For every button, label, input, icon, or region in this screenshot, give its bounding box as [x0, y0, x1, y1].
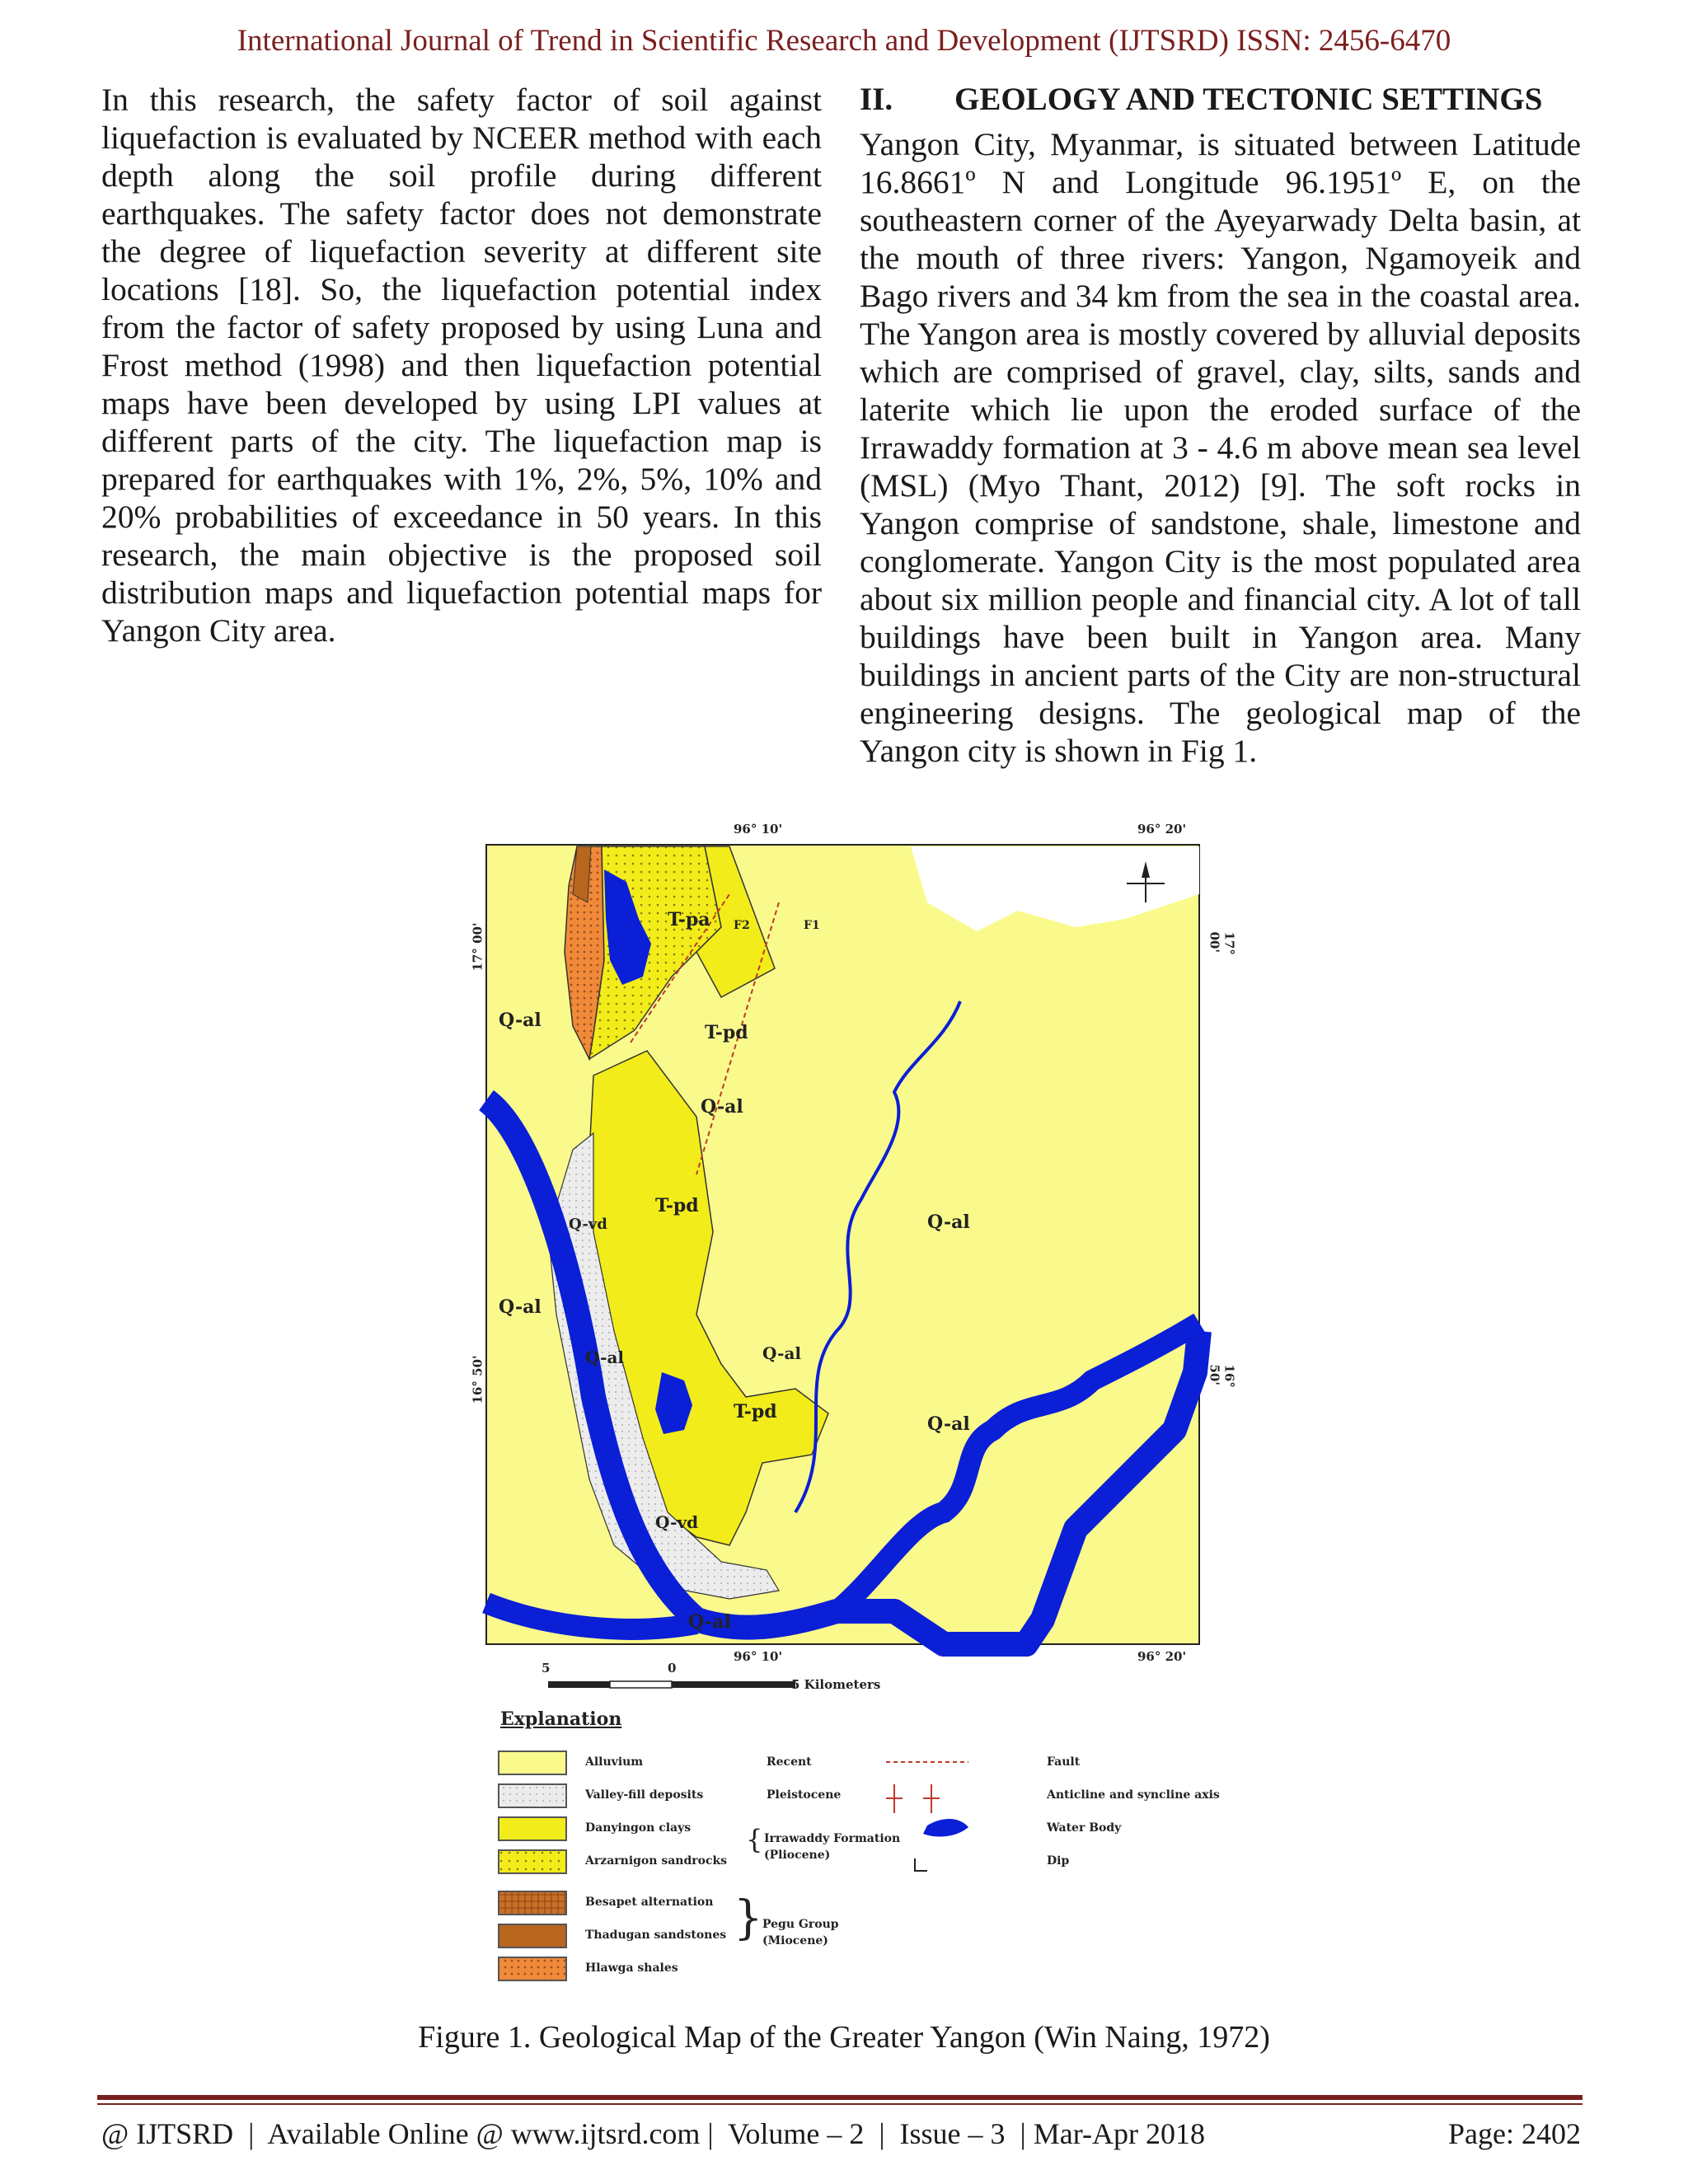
section-heading: [860, 81, 1581, 119]
legend-valley-fill: Valley-fill deposits: [585, 1788, 704, 1802]
legend-alluvium: Alluvium: [585, 1755, 644, 1769]
legend-anticline: Anticline and syncline axis: [1047, 1788, 1220, 1802]
legend-pegu: Pegu Group: [762, 1918, 839, 1931]
label-f1: F1: [804, 919, 820, 932]
brace-irrawaddy-icon: {: [746, 1824, 763, 1855]
section-number: II.: [860, 82, 893, 117]
legend-arzarnigon: Arzarnigon sandrocks: [585, 1854, 728, 1868]
figure-caption: Figure 1. Geological Map of the Greater Yangon (Win Naing, 1972): [418, 2020, 1270, 2055]
legend-pleistocene: Pleistocene: [767, 1788, 842, 1802]
lat-upper-left: 17° 00': [470, 922, 485, 972]
label-t-pa: T-pa: [668, 909, 710, 930]
section-paragraph: Yangon City, Myanmar, is situated between Latitude 16.8661º N and Longitude 96.1951º E, on the southeastern corner of the Ayeyarwady Delta basin, at the mouth of three rivers: Yangon, Ngamoyeik and Bago rivers and 34 km from the sea in the coastal area. The Yangon area is mostly covered by alluvial deposits which are comprised of gravel, clay, silts, sands and laterite which lie upon the eroded surface of the Irrawaddy formation at 3 - 4.6 m above mean sea level (MSL) (Myo Thant, 2012) [9]. The soft rocks in Yangon comprise of sandstone, shale, limestone and conglomerate. Yangon City is the most populated area about six million people and financial city. A lot of tall buildings have been built in Yangon area. Many buildings in ancient parts of the City are non-structural engineering designs. The geological map of the Yangon city is shown in Fig 1.: [860, 126, 1581, 769]
map-graphic: [449, 804, 1245, 1999]
label-q-al-7: Q-al: [927, 1413, 970, 1435]
label-t-pd-2: T-pd: [655, 1195, 699, 1216]
scale-mid: 0: [668, 1661, 677, 1675]
legend-irrawaddy: Irrawaddy Formation: [764, 1832, 901, 1845]
legend-pliocene: (Pliocene): [764, 1849, 831, 1862]
label-q-al-5: Q-al: [585, 1347, 625, 1367]
label-q-al-3: Q-al: [927, 1212, 970, 1233]
intro-paragraph: In this research, the safety factor of soil against liquefaction is evaluated by NCEER method with each depth along the soil profile during different earthquakes. The safety factor does not demonstrate the degree of liquefaction severity at different site locations [18]. So, the liquefaction potential index from the factor of safety proposed by using Luna and Frost method (1998) and then liquefaction potential maps have been developed by using LPI values at different parts of the city. The liquefaction map is prepared for earthquakes with 1%, 2%, 5%, 10% and 20% probabilities of exceedance in 50 years. In this research, the main objective is the proposed soil distribution maps and liquefaction potential maps for Yangon City area.: [101, 82, 822, 649]
legend-recent: Recent: [767, 1755, 812, 1769]
legend-title: Explanation: [500, 1708, 622, 1730]
journal-header: International Journal of Trend in Scientific Research and Development (IJTSRD) ISSN: 2456-6470: [237, 24, 1451, 58]
page-number: Page: 2402: [1448, 2117, 1581, 2150]
label-q-al-2: Q-al: [701, 1096, 743, 1118]
legend-fault: Fault: [1047, 1755, 1081, 1769]
label-q-vd-2: Q-vd: [655, 1512, 699, 1532]
footer-rule-thin: [97, 2103, 1582, 2105]
label-q-vd-1: Q-vd: [569, 1216, 607, 1233]
lon-top-right: 96° 20': [1137, 822, 1187, 837]
left-column: [101, 81, 822, 649]
lat-lower-right: 16° 50': [1207, 1364, 1237, 1388]
legend-besapet: Besapet alternation: [585, 1896, 714, 1909]
scale-right: 5 Kilometers: [791, 1677, 881, 1692]
label-t-pd-3: T-pd: [734, 1401, 777, 1422]
label-q-al-1: Q-al: [499, 1010, 542, 1031]
lon-bottom-right: 96° 20': [1137, 1649, 1187, 1664]
legend-danyingon: Danyingon clays: [585, 1821, 692, 1835]
footer-info: @ IJTSRD | Available Online @ www.ijtsrd.com | Volume – 2 | Issue – 3 | Mar-Apr 2018: [101, 2117, 1205, 2150]
right-column: [860, 81, 1581, 770]
footer-rule: [97, 2095, 1582, 2100]
legend-swatches: [499, 1751, 968, 1980]
lat-upper-right: 17° 00': [1207, 931, 1237, 955]
page-footer: [101, 2116, 1581, 2151]
legend-miocene: (Miocene): [762, 1934, 828, 1947]
legend-water: Water Body: [1047, 1821, 1122, 1835]
scale-bar: [548, 1681, 795, 1688]
legend-dip: Dip: [1047, 1854, 1070, 1868]
lat-lower-left: 16° 50': [470, 1355, 485, 1404]
geological-map-figure: [449, 804, 1245, 1999]
label-t-pd-1: T-pd: [705, 1022, 748, 1043]
section-title: GEOLOGY AND TECTONIC SETTINGS: [954, 82, 1543, 117]
lon-top-left: 96° 10': [734, 822, 783, 837]
label-q-al-8: Q-al: [688, 1611, 731, 1633]
label-q-al-4: Q-al: [499, 1296, 542, 1318]
label-q-al-6: Q-al: [762, 1343, 802, 1363]
legend-hlawga: Hlawga shales: [585, 1961, 678, 1975]
lon-bottom-left: 96° 10': [734, 1649, 783, 1664]
legend-thadugan: Thadugan sandstones: [585, 1929, 727, 1942]
label-f2: F2: [734, 919, 750, 932]
scale-left: 5: [542, 1661, 551, 1675]
brace-pegu-icon: }: [734, 1891, 763, 1945]
